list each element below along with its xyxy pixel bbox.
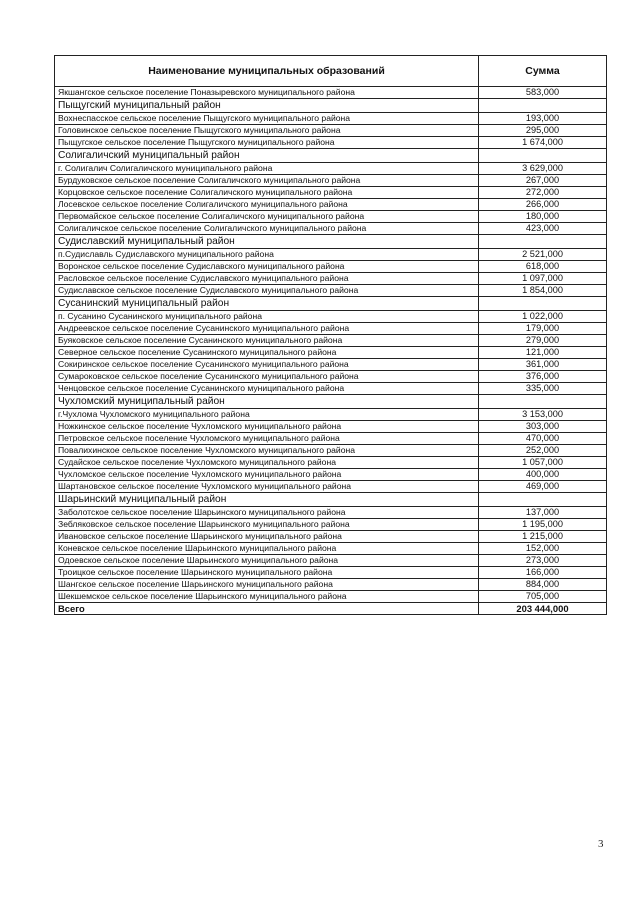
row-name: Заболотское сельское поселение Шарьинского муниципального района xyxy=(55,507,479,519)
table-row xyxy=(55,359,607,371)
row-name: г. Солигалич Солигаличского муниципального района xyxy=(55,163,479,175)
row-name: п.Судиславль Судиславского муниципального района xyxy=(55,249,479,261)
row-name: Всего xyxy=(55,603,479,615)
row-sum: 203 444,000 xyxy=(479,603,607,615)
row-sum: 295,000 xyxy=(479,125,607,137)
row-name: Судиславское сельское поселение Судиславского муниципального района xyxy=(55,285,479,297)
row-sum: 361,000 xyxy=(479,359,607,371)
row-name: Якшангское сельское поселение Поназыревского муниципального района xyxy=(55,87,479,99)
row-name: Пыщугский муниципальный район xyxy=(55,99,479,113)
row-name: п. Сусанино Сусанинского муниципального района xyxy=(55,311,479,323)
table-row xyxy=(55,223,607,235)
row-name: Солигаличское сельское поселение Солигаличского муниципального района xyxy=(55,223,479,235)
row-name: Повалихинское сельское поселение Чухломского муниципального района xyxy=(55,445,479,457)
row-name: Воронское сельское поселение Судиславского муниципального района xyxy=(55,261,479,273)
row-name: Шарьинский муниципальный район xyxy=(55,493,479,507)
row-sum xyxy=(479,297,607,311)
row-name: Расловское сельское поселение Судиславского муниципального района xyxy=(55,273,479,285)
table-row xyxy=(55,555,607,567)
row-sum: 266,000 xyxy=(479,199,607,211)
header-name: Наименование муниципальных образований xyxy=(55,56,479,87)
row-name: Буяковское сельское поселение Сусанинского муниципального района xyxy=(55,335,479,347)
table-row xyxy=(55,507,607,519)
row-name: Лосевское сельское поселение Солигаличского муниципального района xyxy=(55,199,479,211)
table-row xyxy=(55,445,607,457)
row-sum: 179,000 xyxy=(479,323,607,335)
district-row xyxy=(55,149,607,163)
row-name: Чухломское сельское поселение Чухломского муниципального района xyxy=(55,469,479,481)
table-body xyxy=(55,87,607,615)
table-row xyxy=(55,125,607,137)
row-name: Зебляковское сельское поселение Шарьинского муниципального района xyxy=(55,519,479,531)
row-name: Корцовское сельское поселение Солигаличского муниципального района xyxy=(55,187,479,199)
row-sum: 884,000 xyxy=(479,579,607,591)
row-name: Первомайское сельское поселение Солигаличского муниципального района xyxy=(55,211,479,223)
row-sum: 3 629,000 xyxy=(479,163,607,175)
row-name: Судиславский муниципальный район xyxy=(55,235,479,249)
table-row xyxy=(55,273,607,285)
row-sum: 423,000 xyxy=(479,223,607,235)
table-row xyxy=(55,187,607,199)
row-sum: 272,000 xyxy=(479,187,607,199)
budget-table xyxy=(54,55,607,615)
row-sum: 2 521,000 xyxy=(479,249,607,261)
row-name: Шангское сельское поселение Шарьинского муниципального района xyxy=(55,579,479,591)
row-sum: 152,000 xyxy=(479,543,607,555)
row-sum xyxy=(479,493,607,507)
row-sum: 180,000 xyxy=(479,211,607,223)
row-sum: 583,000 xyxy=(479,87,607,99)
row-sum: 121,000 xyxy=(479,347,607,359)
table-row xyxy=(55,567,607,579)
table-row xyxy=(55,335,607,347)
table-row xyxy=(55,469,607,481)
row-name: Сумароковское сельское поселение Сусанинского муниципального района xyxy=(55,371,479,383)
table-row xyxy=(55,591,607,603)
table-row xyxy=(55,579,607,591)
row-name: Андреевское сельское поселение Сусанинского муниципального района xyxy=(55,323,479,335)
row-name: Сусанинский муниципальный район xyxy=(55,297,479,311)
table-row xyxy=(55,481,607,493)
table-row xyxy=(55,163,607,175)
row-sum: 279,000 xyxy=(479,335,607,347)
row-name: Судайское сельское поселение Чухломского муниципального района xyxy=(55,457,479,469)
row-sum xyxy=(479,99,607,113)
district-row xyxy=(55,395,607,409)
row-name: Шартановское сельское поселение Чухломского муниципального района xyxy=(55,481,479,493)
row-sum: 252,000 xyxy=(479,445,607,457)
table-row xyxy=(55,137,607,149)
row-sum: 137,000 xyxy=(479,507,607,519)
row-name: Коневское сельское поселение Шарьинского муниципального района xyxy=(55,543,479,555)
table-row xyxy=(55,457,607,469)
row-sum: 400,000 xyxy=(479,469,607,481)
row-name: Петровское сельское поселение Чухломского муниципального района xyxy=(55,433,479,445)
row-name: Северное сельское поселение Сусанинского муниципального района xyxy=(55,347,479,359)
table-row xyxy=(55,519,607,531)
table-row xyxy=(55,421,607,433)
row-name: Одоевское сельское поселение Шарьинского муниципального района xyxy=(55,555,479,567)
row-sum: 166,000 xyxy=(479,567,607,579)
table-row xyxy=(55,433,607,445)
row-sum: 1 195,000 xyxy=(479,519,607,531)
row-sum xyxy=(479,149,607,163)
table-row xyxy=(55,211,607,223)
row-sum: 3 153,000 xyxy=(479,409,607,421)
row-sum: 618,000 xyxy=(479,261,607,273)
row-sum: 1 057,000 xyxy=(479,457,607,469)
row-sum: 469,000 xyxy=(479,481,607,493)
table-row xyxy=(55,249,607,261)
row-sum: 1 854,000 xyxy=(479,285,607,297)
row-sum: 1 097,000 xyxy=(479,273,607,285)
row-name: Ченцовское сельское поселение Сусанинского муниципального района xyxy=(55,383,479,395)
row-name: Вохнеспасское сельское поселение Пыщугского муниципального района xyxy=(55,113,479,125)
row-name: Солигаличский муниципальный район xyxy=(55,149,479,163)
table-row xyxy=(55,199,607,211)
row-sum: 273,000 xyxy=(479,555,607,567)
district-row xyxy=(55,235,607,249)
row-sum: 303,000 xyxy=(479,421,607,433)
row-sum: 1 215,000 xyxy=(479,531,607,543)
table-row xyxy=(55,531,607,543)
row-sum xyxy=(479,395,607,409)
row-name: Ивановское сельское поселение Шарьинского муниципального района xyxy=(55,531,479,543)
district-row xyxy=(55,297,607,311)
row-sum: 335,000 xyxy=(479,383,607,395)
page-number: 3 xyxy=(598,838,604,850)
row-name: Чухломский муниципальный район xyxy=(55,395,479,409)
row-name: Пыщугское сельское поселение Пыщугского муниципального района xyxy=(55,137,479,149)
row-name: Шекшемское сельское поселение Шарьинского муниципального района xyxy=(55,591,479,603)
row-sum: 470,000 xyxy=(479,433,607,445)
row-sum: 376,000 xyxy=(479,371,607,383)
table-row xyxy=(55,175,607,187)
table-row xyxy=(55,323,607,335)
table-row xyxy=(55,311,607,323)
table-row xyxy=(55,383,607,395)
table-row xyxy=(55,87,607,99)
row-sum: 705,000 xyxy=(479,591,607,603)
table-row xyxy=(55,285,607,297)
row-name: г.Чухлома Чухломского муниципального района xyxy=(55,409,479,421)
row-name: Сокиринское сельское поселение Сусанинского муниципального района xyxy=(55,359,479,371)
row-name: Троицкое сельское поселение Шарьинского муниципального района xyxy=(55,567,479,579)
table-row xyxy=(55,347,607,359)
row-name: Ножкинское сельское поселение Чухломского муниципального района xyxy=(55,421,479,433)
row-sum xyxy=(479,235,607,249)
district-row xyxy=(55,493,607,507)
row-name: Бурдуковское сельское поселение Солигаличского муниципального района xyxy=(55,175,479,187)
table-row xyxy=(55,371,607,383)
table-row xyxy=(55,409,607,421)
total-row xyxy=(55,603,607,615)
header-sum: Сумма xyxy=(479,56,607,87)
row-sum: 1 022,000 xyxy=(479,311,607,323)
row-sum: 193,000 xyxy=(479,113,607,125)
table-row xyxy=(55,543,607,555)
table-row xyxy=(55,113,607,125)
row-name: Головинское сельское поселение Пыщугского муниципального района xyxy=(55,125,479,137)
row-sum: 267,000 xyxy=(479,175,607,187)
row-sum: 1 674,000 xyxy=(479,137,607,149)
table-header-row xyxy=(55,56,607,87)
table-row xyxy=(55,261,607,273)
district-row xyxy=(55,99,607,113)
